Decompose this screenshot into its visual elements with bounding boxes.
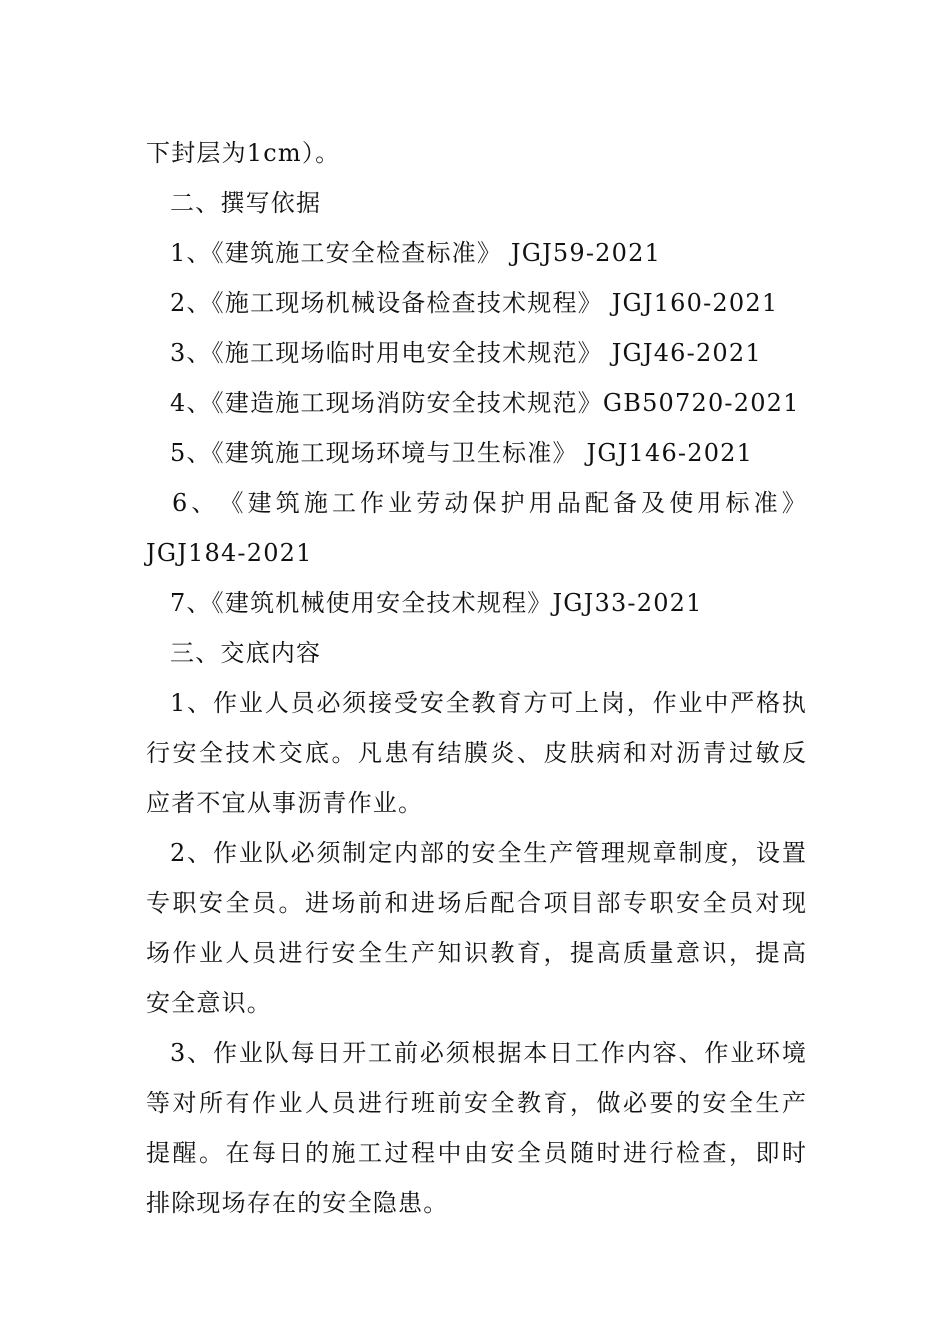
reference-item-5: 5、《建筑施工现场环境与卫生标准》 JGJ146-2021	[170, 439, 754, 467]
reference-item-7: 7、《建筑机械使用安全技术规程》JGJ33-2021	[170, 589, 703, 617]
section-heading-content: 三、交底内容	[170, 639, 322, 667]
paragraph-1-line-3: 应者不宜从事沥青作业。	[146, 789, 424, 817]
paragraph-3-line-2: 等 对 所 有 作 业 人 员 进 行 班 前 安 全 教 育 ， 做 必 要 的 安 全 生 产	[146, 1089, 806, 1117]
section-heading-basis: 二、撰写依据	[170, 189, 322, 217]
paragraph-2-line-3: 场 作 业 人 员 进 行 安 全 生 产 知 识 教 育 ， 提 高 质 量 意 识 ， 提 高	[146, 939, 806, 967]
reference-item-6-code: JGJ184-2021	[146, 539, 313, 567]
paragraph-3-line-4: 排除现场存在的安全隐患。	[146, 1189, 449, 1217]
paragraph-2-line-4: 安全意识。	[146, 989, 272, 1017]
text-line: 下封层为1cm）。	[146, 139, 341, 167]
reference-item-2: 2、《施工现场机械设备检查技术规程》 JGJ160-2021	[170, 289, 779, 317]
reference-item-6: 6 、 《 建 筑 施 工 作 业 劳 动 保 护 用 品 配 备 及 使 用 标 准 》	[172, 489, 806, 517]
reference-item-1: 1、《建筑施工安全检查标准》 JGJ59-2021	[170, 239, 662, 267]
paragraph-1-line-2: 行 安 全 技 术 交 底 。 凡 患 有 结 膜 炎 、 皮 肤 病 和 对 沥 青 过 敏 反	[146, 739, 806, 767]
paragraph-1-line-1: 1 、 作 业 人 员 必 须 接 受 安 全 教 育 方 可 上 岗 ， 作 业 中 严 格 执	[170, 689, 806, 717]
reference-item-3: 3、《施工现场临时用电安全技术规范》 JGJ46-2021	[170, 339, 762, 367]
paragraph-2-line-1: 2 、 作 业 队 必 须 制 定 内 部 的 安 全 生 产 管 理 规 章 制 度 ， 设 置	[170, 839, 806, 867]
reference-item-4: 4、《建造施工现场消防安全技术规范》GB50720-2021	[170, 389, 800, 417]
paragraph-2-line-2: 专 职 安 全 员 。 进 场 前 和 进 场 后 配 合 项 目 部 专 职 安 全 员 对 现	[146, 889, 806, 917]
paragraph-3-line-1: 3 、 作 业 队 每 日 开 工 前 必 须 根 据 本 日 工 作 内 容 、 作 业 环 境	[170, 1039, 806, 1067]
paragraph-3-line-3: 提 醒 。 在 每 日 的 施 工 过 程 中 由 安 全 员 随 时 进 行 检 查 ， 即 时	[146, 1139, 806, 1167]
